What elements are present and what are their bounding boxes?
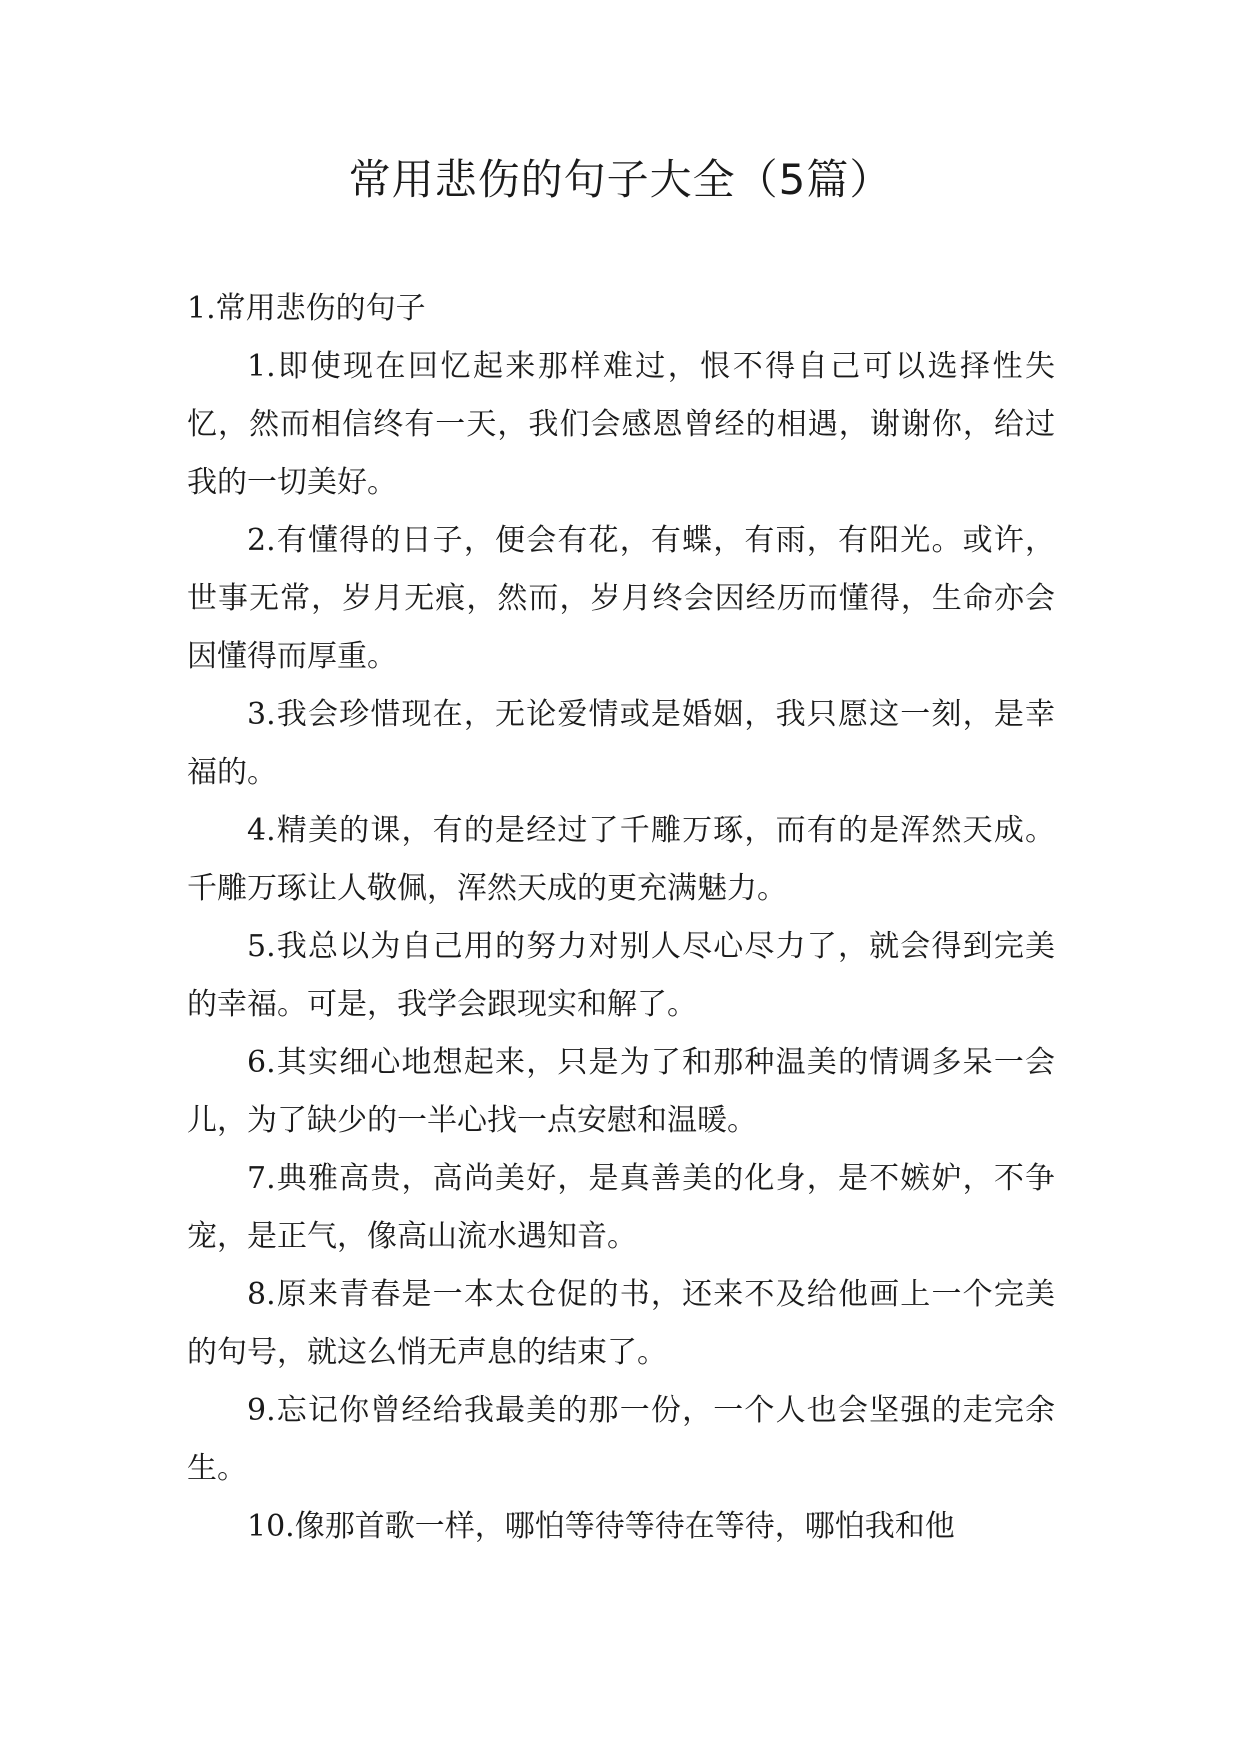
section-heading: 1.常用悲伤的句子 [187, 291, 426, 326]
document-title: 常用悲伤的句子大全（5篇） [348, 155, 893, 204]
paragraph-3: 3.我会珍惜现在，无论爱情或是婚姻，我只愿这一刻，是幸福的。 [187, 697, 1055, 790]
paragraph-7: 7.典雅高贵，高尚美好，是真善美的化身，是不嫉妒，不争宠，是正气，像高山流水遇知音。 [187, 1161, 1055, 1254]
paragraph-4: 4.精美的课，有的是经过了千雕万琢，而有的是浑然天成。千雕万琢让人敬佩，浑然天成的更充满魅力。 [187, 813, 1055, 906]
paragraph-1: 1.即使现在回忆起来那样难过，恨不得自己可以选择性失忆，然而相信终有一天，我们会感恩曾经的相遇，谢谢你，给过我的一切美好。 [187, 349, 1055, 500]
paragraph-10: 10.像那首歌一样，哪怕等待等待在等待，哪怕我和他 [247, 1509, 955, 1544]
document-body [187, 280, 1055, 1556]
paragraph-8: 8.原来青春是一本太仓促的书，还来不及给他画上一个完美的句号，就这么悄无声息的结束了。 [187, 1277, 1055, 1370]
paragraph-2: 2.有懂得的日子，便会有花，有蝶，有雨，有阳光。或许，世事无常，岁月无痕，然而，岁月终会因经历而懂得，生命亦会因懂得而厚重。 [187, 523, 1055, 674]
paragraph-5: 5.我总以为自己用的努力对别人尽心尽力了，就会得到完美的幸福。可是，我学会跟现实和解了。 [187, 929, 1055, 1022]
paragraph-6: 6.其实细心地想起来，只是为了和那种温美的情调多呆一会儿，为了缺少的一半心找一点安慰和温暖。 [187, 1045, 1055, 1138]
paragraph-9: 9.忘记你曾经给我最美的那一份，一个人也会坚强的走完余生。 [187, 1393, 1055, 1486]
